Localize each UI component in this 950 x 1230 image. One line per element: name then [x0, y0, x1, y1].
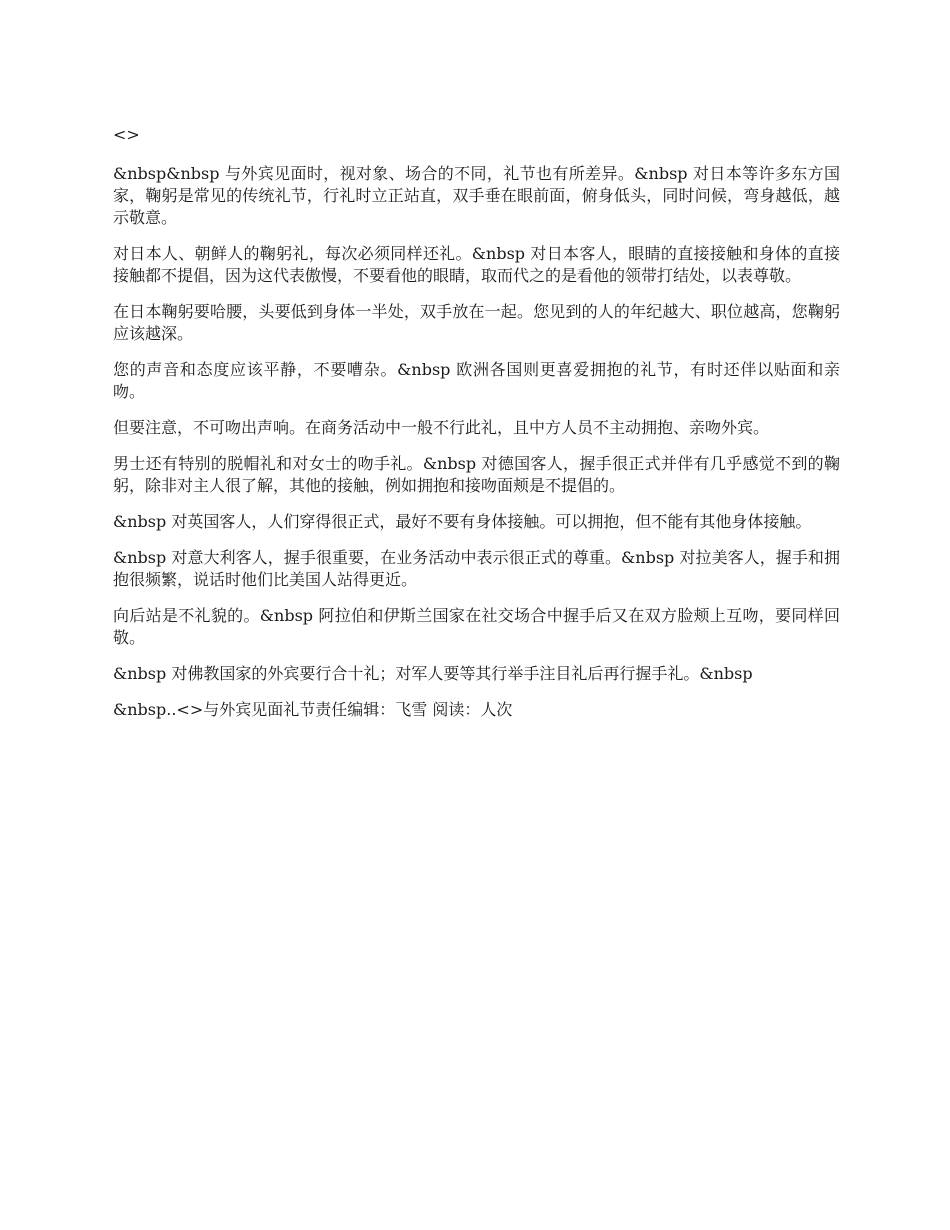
- paragraph: 但要注意，不可吻出声响。在商务活动中一般不行此礼，且中方人员不主动拥抱、亲吻外宾。: [113, 418, 770, 437]
- paragraph: 在日本鞠躬要哈腰，头要低到身体一半处，双手放在一起。您见到的人的年纪越大、职位越高，您鞠躬应该越深。: [113, 302, 840, 343]
- document-header: <>: [113, 125, 140, 144]
- paragraph: 对日本人、朝鲜人的鞠躬礼，每次必须同样还礼。&nbsp 对日本客人，眼睛的直接接触和身体的直接接触都不提倡，因为这代表傲慢，不要看他的眼睛，取而代之的是看他的领带打结处，以表尊敬。: [113, 244, 840, 285]
- paragraph: 向后站是不礼貌的。&nbsp 阿拉伯和伊斯兰国家在社交场合中握手后又在双方脸颊上互吻，要同样回敬。: [113, 606, 840, 647]
- document-body: [113, 124, 840, 735]
- paragraph: &nbsp&nbsp 与外宾见面时，视对象、场合的不同，礼节也有所差异。&nbsp 对日本等许多东方国家，鞠躬是常见的传统礼节，行礼时立正站直，双手垂在眼前面，俯身低头，同时问候，弯身越低，越示敬意。: [113, 164, 840, 227]
- paragraph: 男士还有特别的脱帽礼和对女士的吻手礼。&nbsp 对德国客人，握手很正式并伴有几乎感觉不到的鞠躬，除非对主人很了解，其他的接触，例如拥抱和接吻面颊是不提倡的。: [113, 454, 840, 495]
- paragraph: &nbsp 对佛教国家的外宾要行合十礼；对军人要等其行举手注目礼后再行握手礼。&nbsp: [113, 664, 753, 683]
- document-footer: &nbsp..<>与外宾见面礼节责任编辑：飞雪 阅读：人次: [113, 700, 513, 719]
- paragraph: 您的声音和态度应该平静，不要嘈杂。&nbsp 欧洲各国则更喜爱拥抱的礼节，有时还伴以贴面和亲吻。: [113, 360, 840, 401]
- paragraph: &nbsp 对英国客人，人们穿得很正式，最好不要有身体接触。可以拥抱，但不能有其他身体接触。: [113, 512, 812, 531]
- paragraph: &nbsp 对意大利客人，握手很重要，在业务活动中表示很正式的尊重。&nbsp 对拉美客人，握手和拥抱很频繁，说话时他们比美国人站得更近。: [113, 548, 840, 589]
